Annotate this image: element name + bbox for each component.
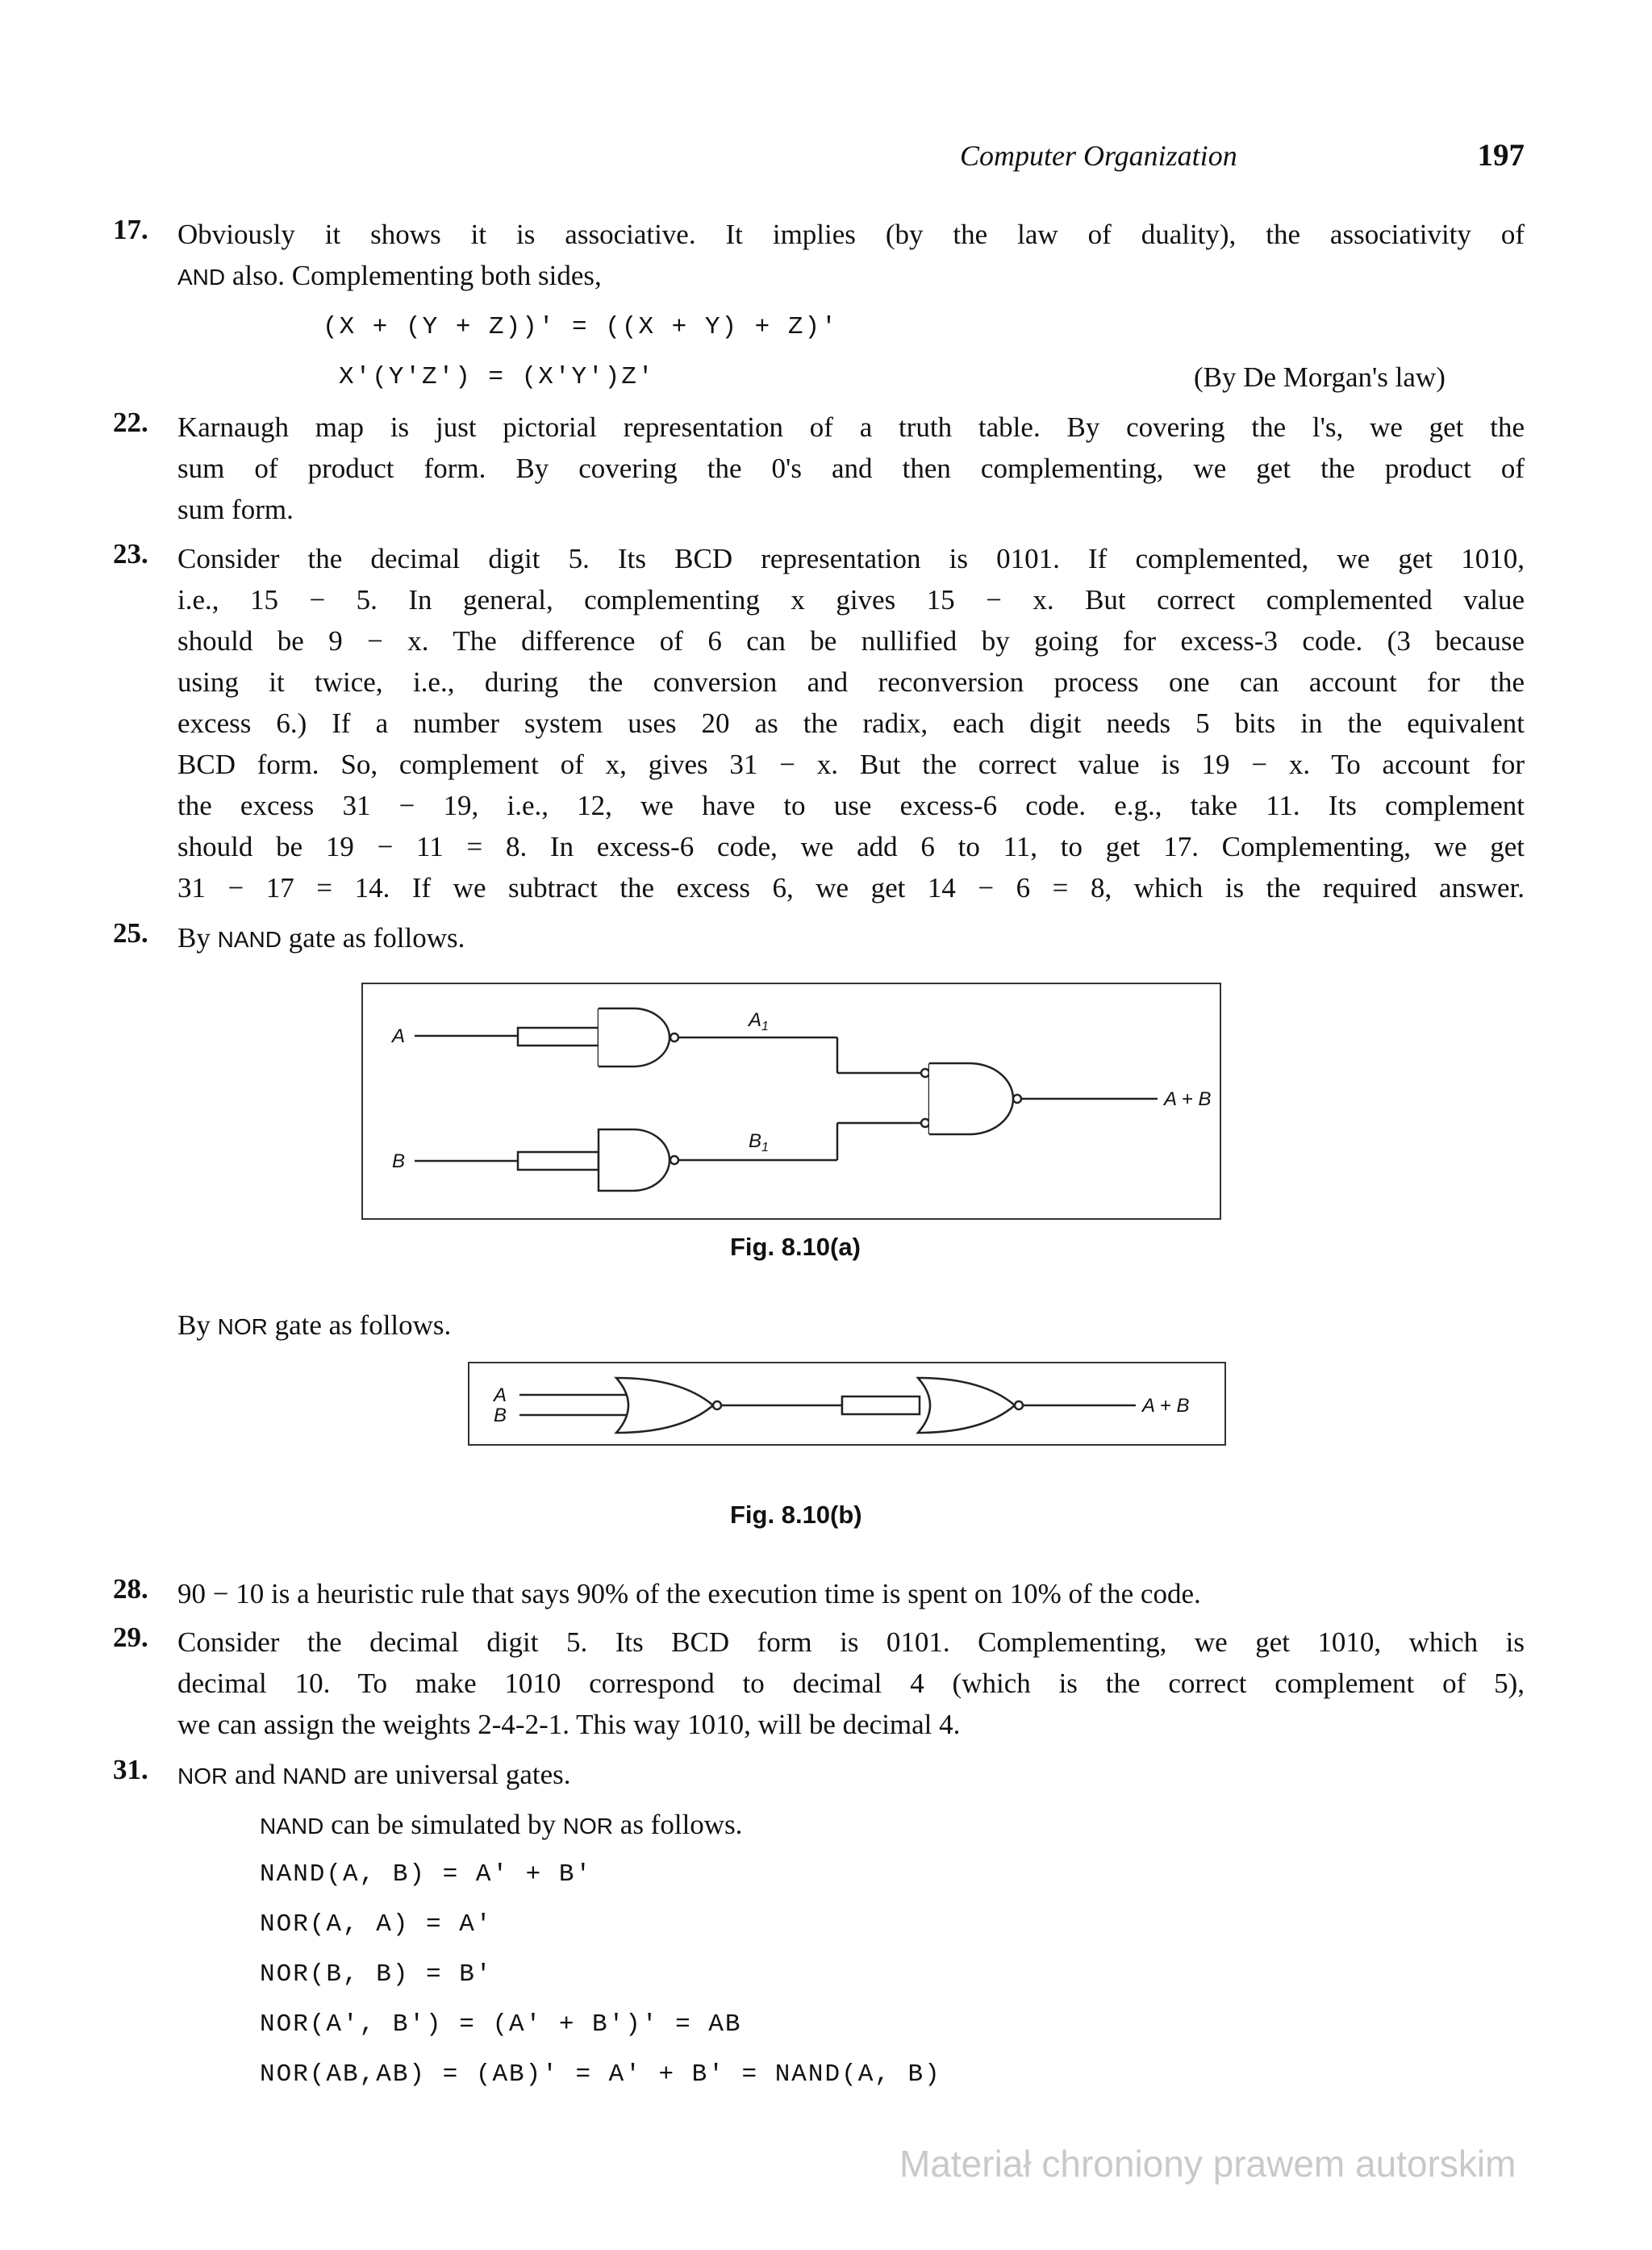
keyword-nor-2: NOR (177, 1764, 228, 1789)
q22-line-2: sum of product form. By covering the 0's and then complementing, we get the product of (177, 453, 1525, 484)
q23-line-7: the excess 31 − 19, i.e., 12, we have to use excess-6 code. e.g., take 11. Its complement (177, 790, 1525, 821)
q23-line-5: excess 6.) If a number system uses 20 as the radix, each digit needs 5 bits in the equivalent (177, 708, 1525, 739)
q23-line-4: using it twice, i.e., during the conversion and reconversion process one can account for the (177, 666, 1525, 698)
fig-a-label-b: B (392, 1150, 406, 1172)
q17-line-1: Obviously it shows it is associative. It implies (by the law of duality), the associativity of (177, 219, 1525, 250)
item-number-28: 28. (113, 1573, 148, 1605)
q31-end: are universal gates. (346, 1759, 571, 1790)
q25-nor-intro (177, 1304, 451, 1347)
fig-a-label-a: A (392, 1025, 406, 1047)
q31-code-1: NAND(A, B) = A' + B' (260, 1860, 593, 1889)
q31-code-3: NOR(B, B) = B' (260, 1960, 493, 1989)
q29-line-1: Consider the decimal digit 5. Its BCD form is 0101. Complementing, we get 1010, which is (177, 1626, 1525, 1658)
q23-line-1: Consider the decimal digit 5. Its BCD representation is 0101. If complemented, we get 1010, (177, 543, 1525, 574)
running-title: Computer Organization (960, 140, 1237, 172)
fig-a-label-a1: $A_1$ (749, 1009, 769, 1033)
keyword-nand-2: NAND (282, 1764, 347, 1789)
q31-mid: and (227, 1759, 283, 1790)
copyright-watermark: Materiał chroniony prawem autorskim (899, 2143, 1516, 2185)
q25-nor-suffix: gate as follows. (267, 1309, 452, 1341)
q17-equation-note: (By De Morgan's law) (1194, 361, 1446, 393)
q31-sub-mid: can be simulated by (323, 1809, 563, 1840)
q31-sub-end: as follows. (613, 1809, 743, 1840)
q23-line-8: should be 19 − 11 = 8. In excess-6 code, we add 6 to 11, to get 17. Complementing, we get (177, 831, 1525, 862)
page-number: 197 (1477, 138, 1525, 173)
q25-nor-prefix: By (177, 1309, 218, 1341)
fig-b-label-output: A + B (1142, 1395, 1190, 1417)
fig-b-label-b: B (494, 1405, 507, 1426)
q28-line: 90 − 10 is a heuristic rule that says 90% of the execution time is spent on 10% of the code. (177, 1578, 1201, 1609)
fig-a-label-output: A + B (1164, 1088, 1212, 1110)
q23-line-9: 31 − 17 = 14. If we subtract the excess 6, we get 14 − 6 = 8, which is the required answer. (177, 872, 1525, 904)
fig-a-label-b1: $B_1$ (749, 1130, 769, 1154)
item-number-22: 22. (113, 407, 148, 438)
item-number-17: 17. (113, 214, 148, 245)
q31-line-2 (260, 1804, 742, 1847)
q25-intro (177, 917, 465, 960)
fig-b-label-a: A (494, 1384, 507, 1406)
q17-equation-2: X'(Y'Z') = (X'Y')Z' (339, 363, 655, 391)
q22-line-3: sum form. (177, 494, 294, 525)
figure-nor-circuit (468, 1362, 1226, 1446)
fig-a-caption: Fig. 8.10(a) (730, 1233, 861, 1261)
q25-intro-prefix: By (177, 922, 218, 954)
q25-intro-suffix: gate as follows. (281, 922, 465, 954)
q23-line-2: i.e., 15 − 5. In general, complementing x gives 15 − x. But correct complemented value (177, 584, 1525, 616)
figure-nand-circuit (361, 983, 1221, 1220)
item-number-29: 29. (113, 1622, 148, 1653)
q31-code-2: NOR(A, A) = A' (260, 1910, 493, 1939)
q23-line-3: should be 9 − x. The difference of 6 can be nullified by going for excess-3 code. (3 because (177, 625, 1525, 657)
q29-line-3: we can assign the weights 2-4-2-1. This way 1010, will be decimal 4. (177, 1709, 961, 1740)
q17-line-2-rest: also. Complementing both sides, (225, 260, 602, 291)
q17-equation-1: (X + (Y + Z))' = ((X + Y) + Z)' (323, 313, 838, 341)
q31-code-4: NOR(A', B') = (A' + B')' = AB (260, 2010, 742, 2039)
keyword-nand: NAND (217, 927, 282, 952)
q22-line-1: Karnaugh map is just pictorial representation of a truth table. By covering the l's, we get the (177, 411, 1525, 443)
item-number-25: 25. (113, 917, 148, 949)
q23-line-6: BCD form. So, complement of x, gives 31 − x. But the correct value is 19 − x. To account for (177, 749, 1525, 780)
q31-line-1 (177, 1754, 571, 1797)
nor-circuit-diagram (469, 1363, 1228, 1447)
nand-circuit-diagram (363, 984, 1223, 1221)
q17-line-2 (177, 255, 602, 298)
item-number-23: 23. (113, 538, 148, 570)
keyword-and: AND (177, 265, 226, 290)
keyword-nor: NOR (217, 1314, 268, 1339)
keyword-nor-3: NOR (562, 1814, 614, 1839)
q31-code-5: NOR(AB,AB) = (AB)' = A' + B' = NAND(A, B) (260, 2060, 941, 2089)
keyword-nand-3: NAND (260, 1814, 324, 1839)
q29-line-2: decimal 10. To make 1010 correspond to decimal 4 (which is the correct complement of 5), (177, 1668, 1525, 1699)
page-header (960, 139, 1525, 179)
item-number-31: 31. (113, 1754, 148, 1785)
fig-b-caption: Fig. 8.10(b) (730, 1501, 862, 1529)
